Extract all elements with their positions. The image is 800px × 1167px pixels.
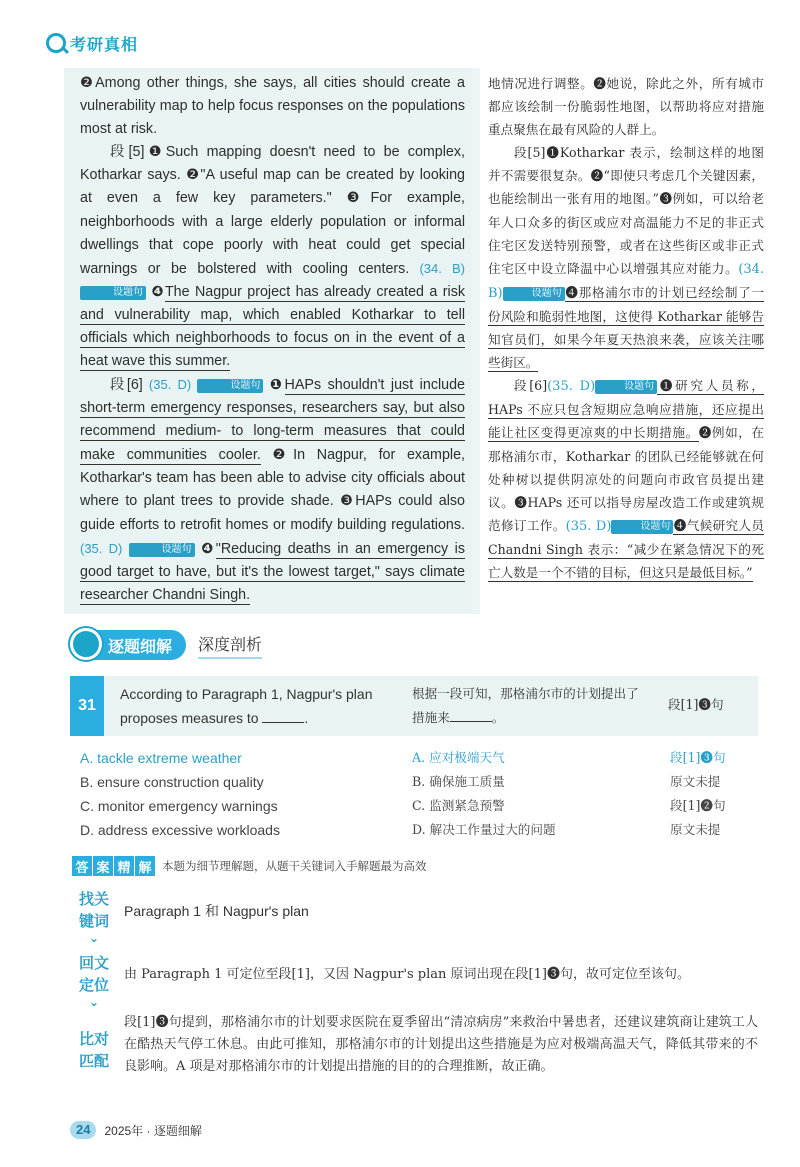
cn-p6-a: ❶研究人员称，HAPs 不应只包含短期应急响应措施，还应提出能让社区变得更凉爽的中长期措施。 [488, 378, 765, 441]
flag-icon: 设题句 [197, 379, 263, 393]
step-label-line: 比对 [78, 1030, 109, 1048]
en-paragraph-5 [80, 141, 465, 373]
cn-p5-label: 段[5] [514, 145, 546, 161]
cn-p1-tail: 地情况进行调整。❷她说，除此之外，所有城市都应该绘制一份脆弱性地图，以帮助将应对措施重点聚焦在最有风险的人群上。 [488, 76, 764, 138]
answer-tag-char: 解 [135, 856, 155, 876]
cn-paragraph-5 [488, 141, 764, 374]
section-heading [70, 630, 262, 660]
header-title: 考研真相 [70, 36, 139, 54]
p5-s3: ❸For example, neighborhoods with a large elderly population or informal dwellings that cope poorly with heat could get special warnings or be bolstered with cooling centers. [80, 190, 465, 277]
flag-icon: 设题句 [80, 286, 146, 300]
option-en: A. tackle extreme weather [80, 750, 242, 766]
p6-ref: (35. D) [142, 377, 198, 393]
step-label-line: 匹配 [78, 1052, 109, 1070]
step-label-line: 找关 [78, 890, 109, 908]
p5-ref: (34. B) [409, 260, 465, 276]
footer-text: 2025年 · 逐题细解 [104, 1123, 202, 1138]
answer-tag-char: 答 [72, 856, 92, 876]
question-stem-en [120, 682, 420, 730]
stem-cn-text: 根据一段可知，那格浦尔市的计划提出了措施来 [412, 686, 639, 725]
passage-english [80, 72, 465, 607]
stem-cn-end: 。 [491, 710, 505, 725]
question-box [70, 676, 758, 736]
step-text: 由 Paragraph 1 可定位至段[1]，又因 Nagpur's plan 原词出现在段[1]❸句，故可定位至该句。 [124, 967, 690, 982]
search-q-icon [46, 33, 66, 53]
chevron-down-icon: ⌄ [88, 931, 100, 945]
option-loc: 原文未提 [670, 774, 721, 789]
p6-s2: ❷In Nagpur, for example, Kotharkar's team has been able to advise city officials about where to plant trees to provide shade. [80, 446, 465, 509]
step-text: Paragraph 1 和 Nagpur's plan [124, 903, 309, 919]
p6-s3: ❸HAPs could also guide efforts to retrofit homes or modify building regulations. [80, 492, 465, 533]
p5-s2: ❷"A useful map can be created by looking at even a few key parameters." [80, 167, 466, 207]
option-loc: 段[1]❸句 [670, 750, 726, 765]
en-paragraph-6 [80, 373, 465, 607]
page-header [46, 30, 138, 56]
option-en: B. ensure construction quality [80, 774, 264, 790]
cn-p6-b: ❷例如，在那格浦尔市，Kotharkar 的团队已经能够就在何处种树以提供阴凉处的问题向市政官员提出建议。❸HAPs 还可以指导房屋改造工作或建筑规范修订工作。 [488, 425, 765, 533]
step-text: 段[1]❸句提到，那格浦尔市的计划要求医院在夏季留出“清凉病房”来救治中暑患者，还建议建筑商让建筑工人在酷热天气停工休息。由此可推知，那格浦尔市的计划提出这些措施是为应对极端高温天气，降低其带来的不良影响。A 项是对那格浦尔市的计划提出措施的目的的合理推断，故正确。 [124, 1015, 758, 1074]
cn-p6-ref: (35. D) [547, 379, 596, 395]
p5-s1: ❶Such mapping doesn't need to be complex, Kotharkar says. [80, 144, 465, 184]
step-label [70, 888, 118, 944]
p6-s4-num: ❹ [194, 540, 216, 557]
cn-p6-ref2: (35. D) [565, 518, 612, 534]
option-cn: B. 确保施工质量 [412, 774, 505, 789]
option-b [80, 770, 760, 794]
p5-s4: The Nagpur project has already created a risk and vulnerability map, which enabled Kotharkar to tell officials which neighborhoods to focus on in the event of a heat wave this summer. [80, 283, 465, 370]
flag-icon: 设题句 [595, 380, 657, 394]
p5-label: 段[5] [110, 144, 145, 161]
page-number: 24 [70, 1121, 96, 1139]
section-subtitle: 深度剖析 [198, 632, 262, 659]
question-stem-cn [412, 682, 642, 730]
cn-p5-b: ❹那格浦尔市的计划已经绘制了一份风险和脆弱性地图，这使得 Kotharkar 能够告知官员们，如果今年夏天热浪来袭，应该关注哪些街区。 [488, 284, 764, 371]
flag-icon: 设题句 [611, 520, 673, 534]
option-cn: D. 解决工作量过大的问题 [412, 822, 556, 837]
option-loc: 段[1]❷句 [670, 798, 726, 813]
en-p1-tail: ❷Among other things, she says, all cities should create a vulnerability map to help focus responses on the populations most at risk. [80, 75, 465, 138]
p6-ref2: (35. D) [80, 540, 129, 556]
options-list [80, 746, 760, 842]
cn-p6-label: 段[6] [514, 378, 548, 394]
p6-label: 段[6] [110, 377, 143, 394]
option-en: C. monitor emergency warnings [80, 798, 278, 814]
flag-icon: 设题句 [503, 287, 565, 301]
stem-en-text: According to Paragraph 1, Nagpur's plan proposes measures to [120, 686, 373, 726]
stem-en-end: . [304, 710, 309, 726]
question-location: 段[1]❸句 [668, 697, 724, 712]
answer-blank [450, 721, 492, 722]
chevron-down-icon: ⌄ [88, 995, 100, 1009]
step-label-line: 回文 [78, 954, 109, 972]
section-ribbon [70, 630, 186, 660]
passage-chinese [488, 72, 764, 584]
step-label-line: 定位 [78, 976, 109, 994]
p6-s1-num: ❶ [263, 377, 285, 394]
step-label [70, 1028, 118, 1072]
step-label [70, 952, 118, 1008]
search-q-icon [70, 628, 102, 660]
option-a [80, 746, 760, 770]
option-c [80, 794, 760, 818]
p6-s4: "Reducing deaths in an emergency is good target to have, but it's the lowest target," says climate researcher Chandni Singh. [80, 540, 466, 604]
p6-s1: HAPs shouldn't just include short-term emergency responses, researchers say, but also recommend medium- to long-term measures that could make communities cooler. [80, 377, 465, 463]
option-en: D. address excessive workloads [80, 822, 280, 838]
answer-tag-char: 案 [93, 856, 113, 876]
answer-tag-char: 精 [114, 856, 134, 876]
cn-paragraph-6 [488, 374, 764, 584]
step-label-line: 键词 [78, 912, 109, 930]
flag-icon: 设题句 [129, 543, 195, 557]
section-title: 逐题细解 [108, 638, 173, 656]
answer-tag [72, 856, 156, 876]
answer-blank [262, 722, 304, 723]
cn-p6-c: ❹气候研究人员 Chandni Singh 表示：“减少在紧急情况下的死亡人数是一个不错的目标，但这只是最低目标。” [488, 517, 765, 580]
option-d [80, 818, 760, 842]
cn-p5-a: ❶Kotharkar 表示，绘制这样的地图并不需要很复杂。❷“即使只考虑几个关键因素，也能绘制出一张有用的地图。”❸例如，可以给老年人口众多的街区或应对高温能力不足的非正式住宅区发送特别预警，或者在这些街区或非正式住宅区中设立降温中心以增强其应对能力。 [488, 145, 765, 276]
p5-s4-num: ❹ [146, 283, 165, 300]
page-footer [70, 1120, 202, 1140]
answer-desc: 本题为细节理解题，从题干关键词入手解题最为高效 [162, 859, 427, 873]
answer-analysis-bar [72, 856, 427, 876]
option-cn: C. 监测紧急预警 [412, 798, 505, 813]
option-loc: 原文未提 [670, 822, 721, 837]
cn-p5-ref: (34. B) [488, 261, 764, 301]
question-number: 31 [70, 676, 104, 736]
option-cn: A. 应对极端天气 [412, 750, 505, 765]
